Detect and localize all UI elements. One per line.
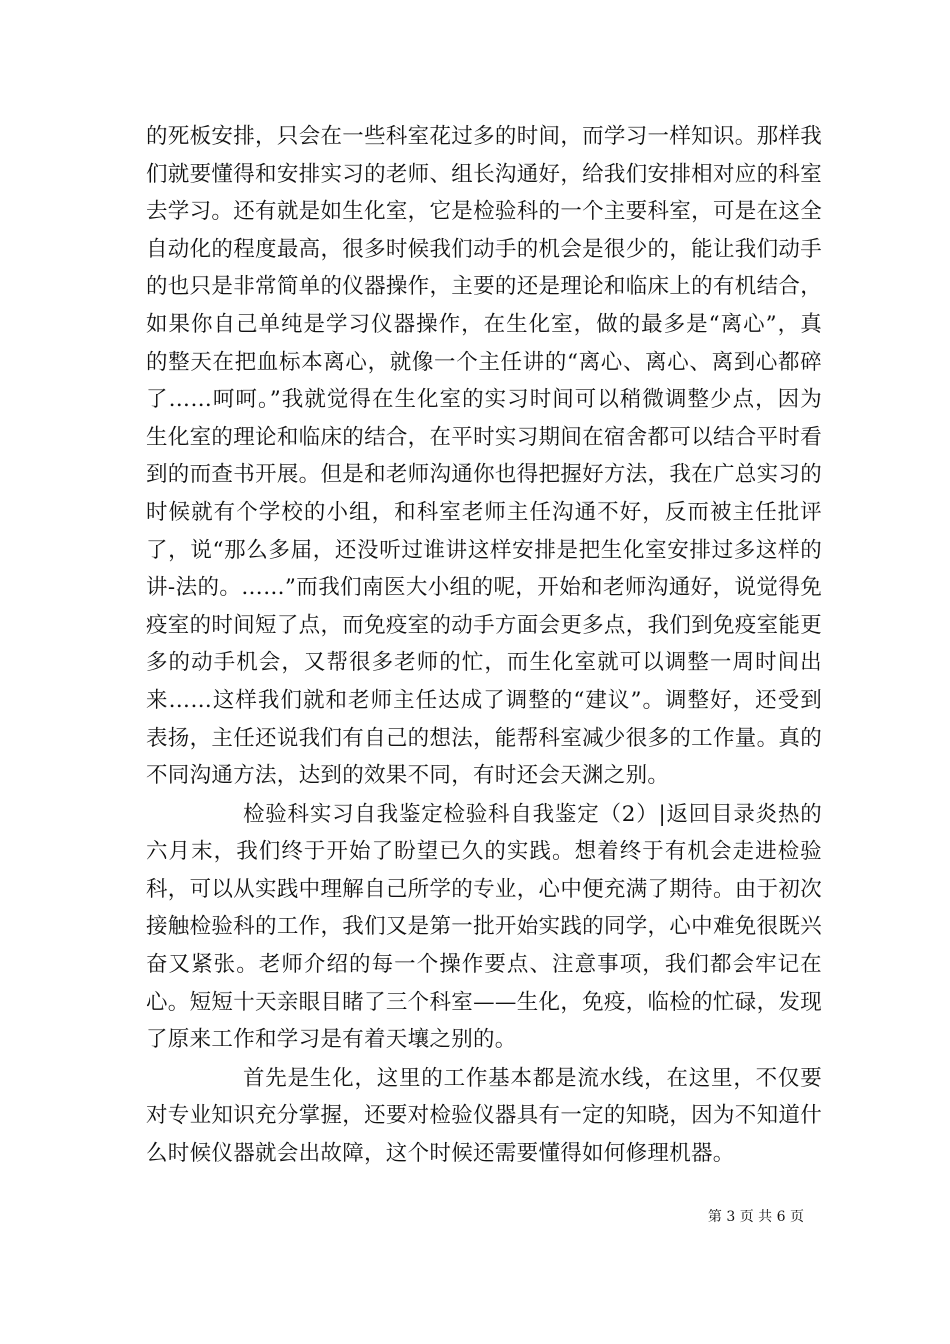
paragraph-biochemistry: 首先是生化，这里的工作基本都是流水线，在这里，不仅要对专业知识充分掌握，还要对检验仪器具有一定的知晓，因为不知道什么时候仪器就会出故障，这个时候还需要懂得如何修理机器。 [146, 1065, 822, 1167]
body-text [146, 118, 822, 1173]
page-number-footer: 第 3 页 共 6 页 [707, 1209, 804, 1225]
paragraph-section-2: 检验科实习自我鉴定检验科自我鉴定（2）|返回目录炎热的六月末，我们终于开始了盼望已久的实践。想着终于有机会走进检验科，可以从实践中理解自己所学的专业，心中便充满了期待。由于初次接触检验科的工作，我们又是第一批开始实践的同学，心中难免很既兴奋又紧张。老师介绍的每一个操作要点、注意事项，我们都会牢记在心。短短十天亲眼目睹了三个科室——生化，免疫，临检的忙碌，发现了原来工作和学习是有着天壤之别的。 [146, 801, 822, 1053]
paragraph-continuation: 的死板安排，只会在一些科室花过多的时间，而学习一样知识。那样我们就要懂得和安排实习的老师、组长沟通好，给我们安排相对应的科室去学习。还有就是如生化室，它是检验科的一个主要科室，可是在这全自动化的程度最高，很多时候我们动手的机会是很少的，能让我们动手的也只是非常简单的仪器操作，主要的还是理论和临床上的有机结合，如果你自己单纯是学习仪器操作，在生化室，做的最多是“离心”，真的整天在把血标本离心，就像一个主任讲的“离心、离心、离到心都碎了……呵呵。”我就觉得在生化室的实习时间可以稍微调整少点，因为生化室的理论和临床的结合，在平时实习期间在宿舍都可以结合平时看到的而查书开展。但是和老师沟通你也得把握好方法，我在广总实习的时候就有个学校的小组，和科室老师主任沟通不好，反而被主任批评了，说“那么多届，还没听过谁讲这样安排是把生化室安排过多这样的讲-法的。……”而我们南医大小组的呢，开始和老师沟通好，说觉得免疫室的时间短了点，而免疫室的动手方面会更多点，我们到免疫室能更多的动手机会，又帮很多老师的忙，而生化室就可以调整一周时间出来……这样我们就和老师主任达成了调整的“建议”。调整好，还受到表扬，主任还说我们有自己的想法，能帮科室减少很多的工作量。真的不同沟通方法，达到的效果不同，有时还会天渊之别。 [146, 124, 822, 789]
